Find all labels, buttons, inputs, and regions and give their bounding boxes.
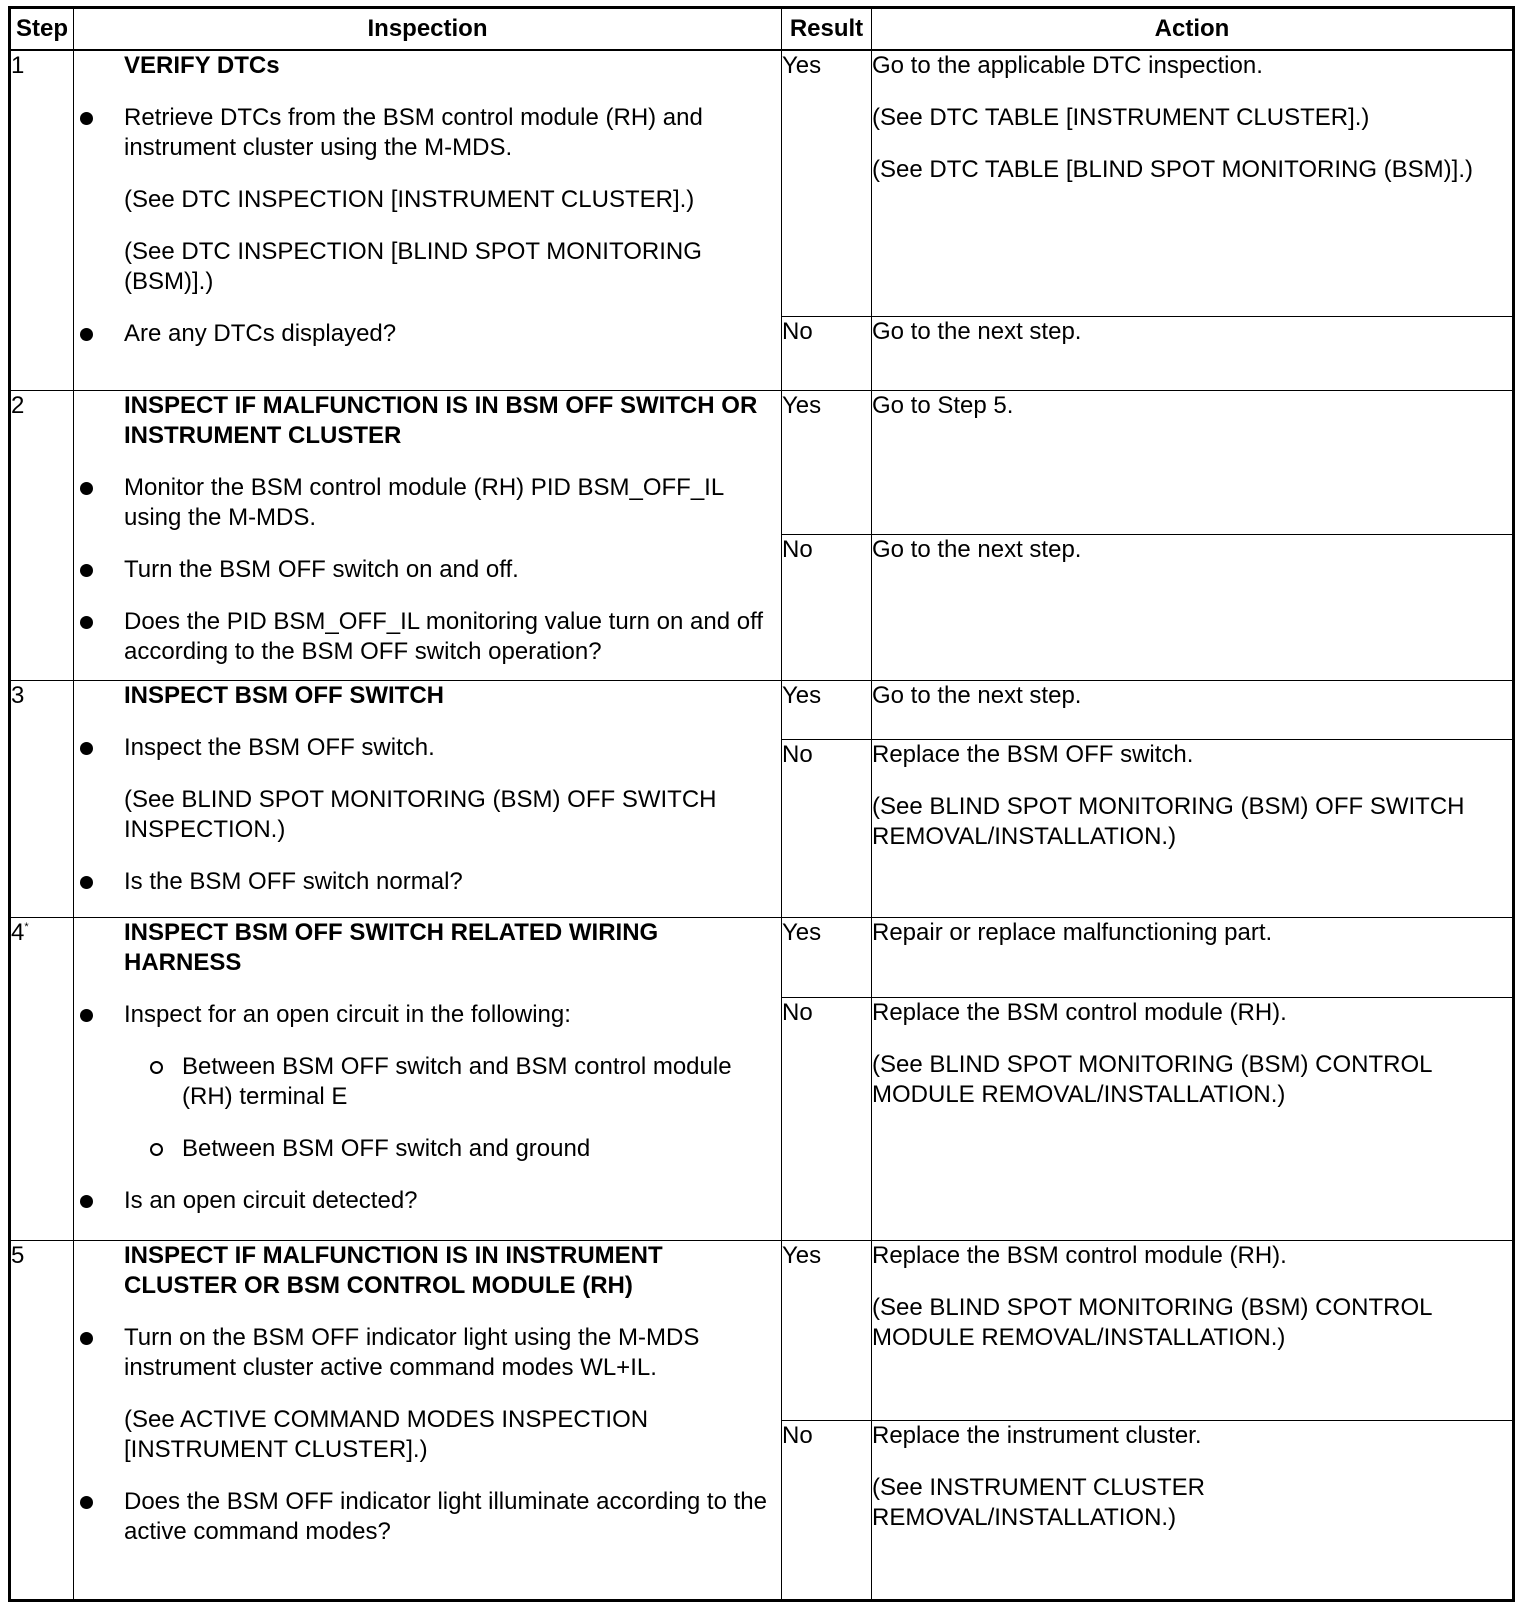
bullet-icon [74, 607, 124, 667]
bullet-item: Does the BSM OFF indicator light illuminate according to the active command modes? [74, 1487, 781, 1547]
reference-text: (See DTC INSPECTION [BLIND SPOT MONITORING (BSM)].) [124, 238, 702, 295]
header-result: Result [782, 8, 872, 51]
bullet-item: Does the PID BSM_OFF_IL monitoring value turn on and off according to the BSM OFF switch operation? [74, 607, 781, 667]
result-yes: Yes [782, 1240, 872, 1420]
step-heading: INSPECT IF MALFUNCTION IS IN BSM OFF SWITCH OR INSTRUMENT CLUSTER [124, 391, 758, 449]
result-no: No [782, 1420, 872, 1600]
circle-bullet-icon [149, 1134, 182, 1164]
header-inspection: Inspection [74, 8, 782, 51]
table-row [10, 50, 1514, 316]
bullet-icon [74, 473, 124, 533]
reference-text: (See DTC INSPECTION [INSTRUMENT CLUSTER].) [124, 186, 695, 213]
bullet-icon [74, 103, 124, 163]
table-row [10, 680, 1514, 739]
table-row [10, 1240, 1514, 1420]
action-no: Go to the next step. [872, 316, 1514, 390]
sub-bullet-item: Between BSM OFF switch and BSM control module (RH) terminal E [74, 1052, 781, 1112]
reference-text: (See BLIND SPOT MONITORING (BSM) OFF SWITCH INSPECTION.) [124, 785, 717, 843]
bullet-icon [74, 319, 124, 349]
bullet-icon [74, 1487, 124, 1547]
action-yes: Repair or replace malfunctioning part. [872, 917, 1514, 997]
table-row [10, 390, 1514, 534]
table-row [10, 917, 1514, 997]
result-yes: Yes [782, 680, 872, 739]
step-heading: INSPECT BSM OFF SWITCH RELATED WIRING HARNESS [124, 918, 659, 976]
step-number: 4* [10, 917, 74, 1240]
action-no: Replace the BSM OFF switch. (See BLIND SPOT MONITORING (BSM) OFF SWITCH REMOVAL/INSTALLATION.) [872, 739, 1514, 917]
result-yes: Yes [782, 917, 872, 997]
bullet-item: Is an open circuit detected? [74, 1186, 781, 1216]
result-no: No [782, 316, 872, 390]
action-no: Replace the BSM control module (RH). (See BLIND SPOT MONITORING (BSM) CONTROL MODULE REMOVAL/INSTALLATION.) [872, 997, 1514, 1240]
step-heading: VERIFY DTCs [124, 52, 280, 79]
header-step: Step [10, 8, 74, 51]
inspection-cell [74, 680, 782, 917]
step-number: 2 [10, 390, 74, 680]
bullet-icon [74, 555, 124, 585]
bullet-item: Monitor the BSM control module (RH) PID BSM_OFF_IL using the M-MDS. [74, 473, 781, 533]
action-no: Replace the instrument cluster. (See INSTRUMENT CLUSTER REMOVAL/INSTALLATION.) [872, 1420, 1514, 1600]
result-yes: Yes [782, 390, 872, 534]
diagnostic-table [8, 6, 1515, 1602]
result-yes: Yes [782, 50, 872, 316]
step-heading: INSPECT IF MALFUNCTION IS IN INSTRUMENT CLUSTER OR BSM CONTROL MODULE (RH) [124, 1241, 663, 1299]
step-heading: INSPECT BSM OFF SWITCH [124, 681, 444, 709]
step-number: 5 [10, 1240, 74, 1600]
inspection-cell [74, 50, 782, 390]
inspection-cell [74, 917, 782, 1240]
result-no: No [782, 739, 872, 917]
inspection-cell [74, 390, 782, 680]
reference-text: (See ACTIVE COMMAND MODES INSPECTION [INSTRUMENT CLUSTER].) [124, 1405, 649, 1463]
bullet-item: Are any DTCs displayed? [74, 319, 781, 349]
bullet-item: Turn the BSM OFF switch on and off. [74, 555, 781, 585]
action-yes: Go to Step 5. [872, 390, 1514, 534]
result-no: No [782, 997, 872, 1240]
bullet-item: Retrieve DTCs from the BSM control module (RH) and instrument cluster using the M-MDS. [74, 103, 781, 163]
header-row [10, 8, 1514, 51]
bullet-item: Inspect the BSM OFF switch. [74, 733, 781, 763]
bullet-icon [74, 1000, 124, 1030]
action-yes: Replace the BSM control module (RH). (See BLIND SPOT MONITORING (BSM) CONTROL MODULE REMOVAL/INSTALLATION.) [872, 1240, 1514, 1420]
action-no: Go to the next step. [872, 534, 1514, 680]
bullet-item: Inspect for an open circuit in the following: [74, 1000, 781, 1030]
bullet-icon [74, 1323, 124, 1383]
bullet-item: Is the BSM OFF switch normal? [74, 867, 781, 897]
circle-bullet-icon [149, 1052, 182, 1112]
bullet-icon [74, 867, 124, 897]
step-mark: * [24, 920, 29, 933]
bullet-icon [74, 1186, 124, 1216]
action-yes: Go to the applicable DTC inspection. (See DTC TABLE [INSTRUMENT CLUSTER].) (See DTC TABLE [BLIND SPOT MONITORING (BSM)].) [872, 50, 1514, 316]
step-number: 1 [10, 50, 74, 390]
step-number: 3 [10, 680, 74, 917]
sub-bullet-item: Between BSM OFF switch and ground [74, 1134, 781, 1164]
result-no: No [782, 534, 872, 680]
bullet-item: Turn on the BSM OFF indicator light using the M-MDS instrument cluster active command modes WL+IL. [74, 1323, 781, 1383]
action-yes: Go to the next step. [872, 680, 1514, 739]
bullet-icon [74, 733, 124, 763]
header-action: Action [872, 8, 1514, 51]
inspection-cell [74, 1240, 782, 1600]
